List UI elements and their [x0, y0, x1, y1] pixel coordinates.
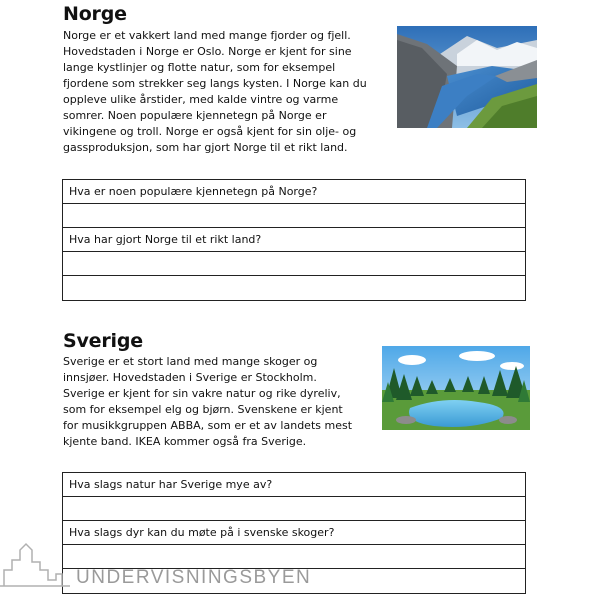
norge-title: Norge: [63, 3, 127, 25]
sverige-question-2: Hva slags dyr kan du møte på i svenske skoger?: [63, 521, 525, 545]
norge-text: Norge er et vakkert land med mange fjorder og fjell. Hovedstaden i Norge er Oslo. Norge er kjent for sine lange kystlinjer og flotte natur, som for eksempel fjordene som strekker seg langs kysten. I Norge kan du oppleve ulike årstider, med kalde vintre og varme somrer. Noen populære kjennetegn på Norge er vikingene og troll. Norge er også kjent for sin olje- og gassproduksjon, som har gjort Norge til et rikt land.: [63, 29, 367, 154]
norge-answer-box: [62, 179, 526, 301]
sverige-question-1: Hva slags natur har Sverige mye av?: [63, 473, 525, 497]
answer-line[interactable]: [63, 276, 525, 300]
sverige-title: Sverige: [63, 330, 143, 352]
city-skyline-icon: [0, 540, 70, 590]
sverige-text: Sverige er et stort land med mange skoger og innsjøer. Hovedstaden i Sverige er Stockholm. Sverige er kjent for sin vakre natur og rike dyreliv, som for eksempel elg og bjørn. Svenskene er kjent for musikkgruppen ABBA, som er et av landets mest kjente band. IKEA kommer også fra Sverige.: [63, 355, 353, 448]
norge-question-1: Hva er noen populære kjennetegn på Norge?: [63, 180, 525, 204]
answer-line[interactable]: [63, 252, 525, 276]
fjord-illustration: [397, 26, 537, 128]
forest-lake-illustration: [382, 346, 530, 430]
answer-line[interactable]: [63, 204, 525, 228]
answer-line[interactable]: [63, 497, 525, 521]
answer-line[interactable]: [63, 545, 525, 569]
watermark-text: UNDERVISNINGSBYEN: [76, 567, 312, 588]
norge-question-2: Hva har gjort Norge til et rikt land?: [63, 228, 525, 252]
